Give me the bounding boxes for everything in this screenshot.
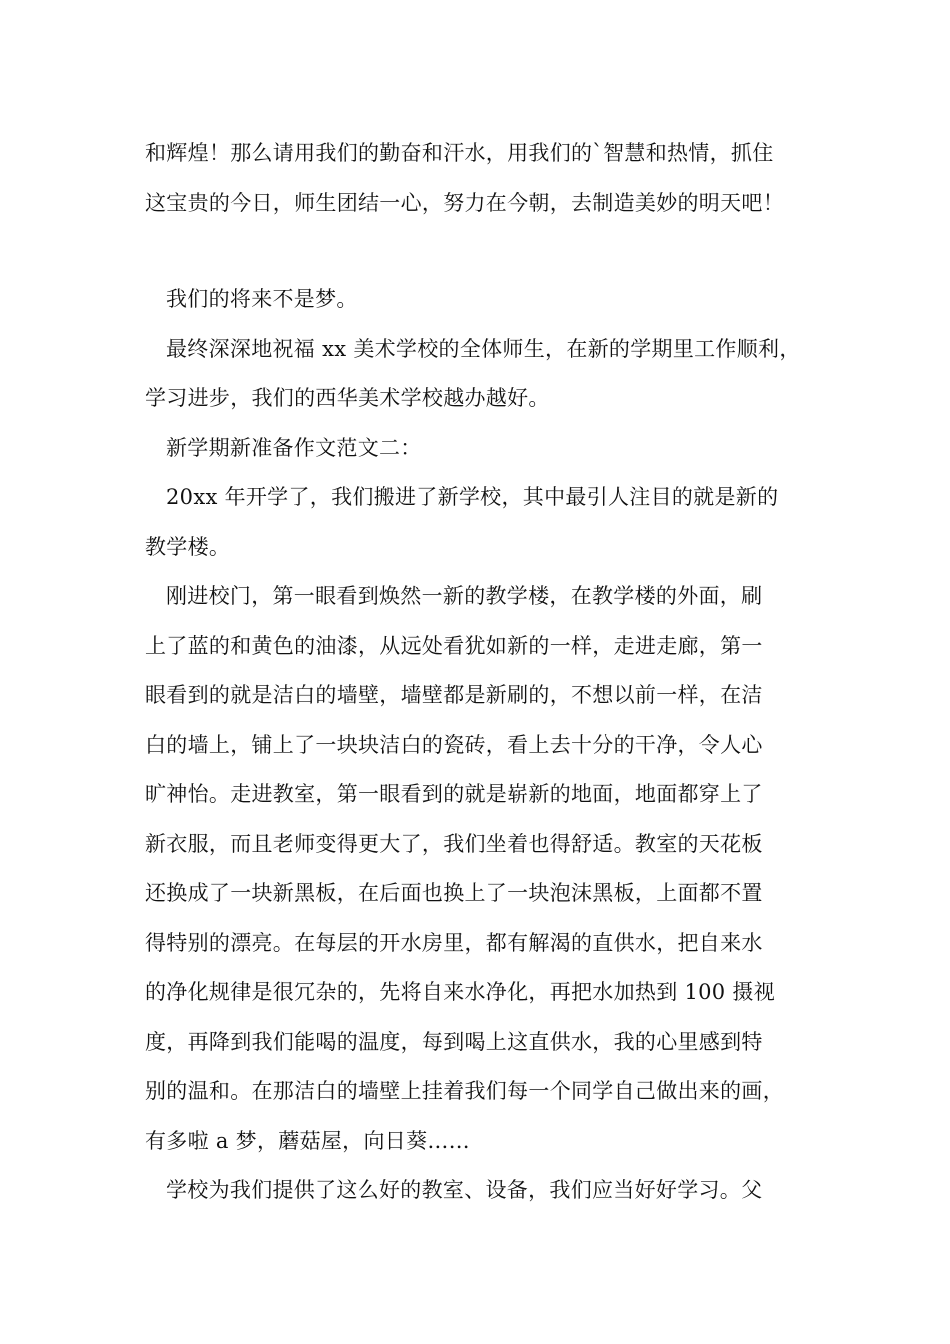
text-line: 白的墙上，铺上了一块块洁白的瓷砖，看上去十分的干净，令人心 — [145, 732, 763, 757]
paragraph-6 — [145, 572, 810, 1166]
document-page — [145, 129, 810, 1216]
text-line: 学校为我们提供了这么好的教室、设备，我们应当好好学习。父 — [166, 1178, 763, 1202]
text-line: 新衣服，而且老师变得更大了，我们坐着也得舒适。教室的天花板 — [145, 831, 763, 856]
text-line: 刚进校门，第一眼看到焕然一新的教学楼，在教学楼的外面，刷 — [166, 584, 763, 608]
text-line: 旷神怡。走进教室，第一眼看到的就是崭新的地面，地面都穿上了 — [145, 782, 763, 806]
text-line: 我们的将来不是梦。 — [166, 287, 358, 311]
text-line: 教学楼。 — [145, 534, 231, 559]
text-line: 得特别的漂亮。在每层的开水房里，都有解渴的直供水，把自来水 — [145, 930, 763, 955]
text-line: 还换成了一块新黑板，在后面也换上了一块泡沫黑板，上面都不置 — [145, 881, 763, 905]
paragraph-1 — [145, 129, 810, 228]
text-line: 这宝贵的今日，师生团结一心，努力在今朝，去制造美妙的明天吧！ — [145, 190, 784, 215]
text-line: 眼看到的就是洁白的墙壁，墙壁都是新刷的，不想以前一样，在洁 — [145, 683, 763, 707]
paragraph-3 — [145, 325, 810, 424]
section-heading: 新学期新准备作文范文二： — [166, 435, 422, 460]
text-line: 的净化规律是很冗杂的，先将自来水净化，再把水加热到 100 摄视 — [145, 980, 776, 1004]
text-line: 最终深深地祝福 xx 美术学校的全体师生，在新的学期里工作顺利， — [166, 336, 801, 361]
text-line: 20xx 年开学了，我们搬进了新学校，其中最引人注目的就是新的 — [166, 485, 779, 509]
text-line: 别的温和。在那洁白的墙壁上挂着我们每一个同学自己做出来的画， — [145, 1079, 784, 1103]
text-line: 学习进步，我们的西华美术学校越办越好。 — [145, 386, 550, 410]
paragraph-4 — [145, 424, 810, 474]
paragraph-2 — [145, 275, 810, 325]
text-line: 和辉煌！那么请用我们的勤奋和汗水，用我们的`智慧和热情，抓住 — [145, 141, 774, 165]
text-line: 有多啦 a 梦，蘑菇屋，向日葵…… — [145, 1128, 470, 1153]
text-line: 度，再降到我们能喝的温度，每到喝上这直供水，我的心里感到特 — [145, 1029, 763, 1054]
paragraph-5 — [145, 473, 810, 572]
paragraph-7 — [145, 1166, 810, 1216]
text-line: 上了蓝的和黄色的油漆，从远处看犹如新的一样，走进走廊，第一 — [145, 633, 763, 658]
